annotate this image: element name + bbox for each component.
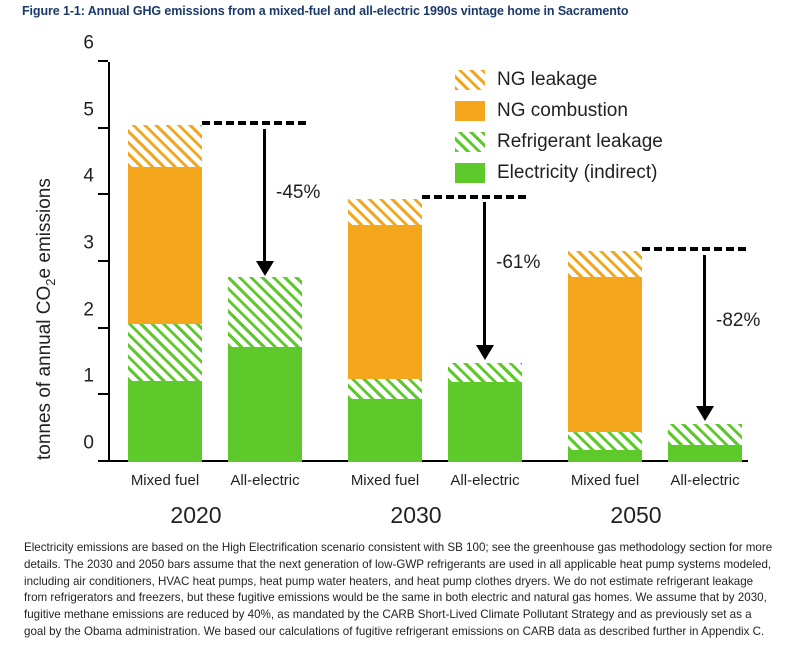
y-tick-0	[98, 460, 108, 462]
legend-label-electricity: Electricity (indirect)	[497, 161, 658, 183]
arrow-head-2050	[696, 406, 714, 421]
legend-swatch-ng-combustion-icon	[455, 101, 485, 121]
segment-ng-combustion	[568, 277, 642, 432]
group-label-2030: 2030	[390, 502, 442, 528]
segment-electricity	[568, 450, 642, 462]
y-tick-label-2: 2	[83, 299, 94, 321]
y-tick-2	[98, 327, 108, 329]
y-tick-label-4: 4	[83, 165, 94, 187]
bar-2020-all-electric	[228, 277, 302, 462]
figure-footnote: Electricity emissions are based on the High Electrification scenario consistent with SB 100; see the greenhouse gas methodology section for more details. The 2030 and 2050 bars assume that the next generation of low-GWP refrigerants are used in all applicable heat pump systems modeled, including air conditioners, HVAC heat pumps, heat pump water heaters, and heat pump clothes dryers. We do not estimate refrigerant leakage from refrigerators and freezers, but these fugitive emissions would be the same in both electric and natural gas homes. We assume that by 2030, fugitive methane emissions are reduced by 40%, as mandated by the CARB Short-Lived Climate Pollutant Strategy and as previously set as a goal by the Obama administration. We based our calculations of fugitive refrigerant emissions on CARB data as described further in Appendix C.	[24, 541, 773, 638]
y-tick-1	[98, 393, 108, 395]
legend-label-ng-combustion: NG combustion	[497, 99, 628, 121]
segment-refrigerant-leakage	[668, 424, 742, 445]
chart-area	[0, 30, 800, 530]
legend-swatch-electricity-icon	[455, 163, 485, 183]
bar-label-2020-mixed-fuel: Mixed fuel	[130, 472, 200, 489]
arrow-shaft-2020	[263, 129, 266, 262]
bar-label-2030-mixed-fuel: Mixed fuel	[350, 472, 420, 489]
comparison-line-2030	[422, 195, 526, 199]
legend-swatch-refrigerant-leakage-icon	[455, 132, 485, 152]
comparison-line-2050	[642, 247, 746, 251]
segment-electricity	[228, 347, 302, 462]
y-tick-label-3: 3	[83, 232, 94, 254]
comparison-line-2020	[202, 121, 306, 125]
arrow-head-2030	[476, 345, 494, 360]
legend-label-ng-leakage: NG leakage	[497, 68, 598, 90]
bar-label-2050-mixed-fuel: Mixed fuel	[570, 472, 640, 489]
segment-electricity	[348, 399, 422, 462]
y-axis-title-pre: tonnes of annual CO	[34, 285, 55, 460]
bar-2030-mixed-fuel	[348, 199, 422, 462]
chart-legend	[455, 64, 785, 188]
y-axis-line	[108, 62, 110, 462]
y-tick-label-5: 5	[83, 99, 94, 121]
arrow-head-2020	[256, 261, 274, 276]
segment-refrigerant-leakage	[568, 432, 642, 450]
legend-item-ng-leakage	[455, 64, 785, 95]
segment-ng-combustion	[128, 167, 202, 324]
reduction-label-2020: -45%	[276, 182, 321, 203]
segment-refrigerant-leakage	[228, 277, 302, 347]
legend-item-refrigerant-leakage	[455, 126, 785, 157]
segment-electricity	[128, 381, 202, 462]
segment-refrigerant-leakage	[348, 379, 422, 399]
segment-ng-leakage	[348, 199, 422, 226]
legend-label-refrigerant-leakage: Refrigerant leakage	[497, 130, 663, 152]
figure-title: Figure 1-1: Annual GHG emissions from a mixed-fuel and all-electric 1990s vintage home in Sacramento	[22, 4, 629, 18]
y-tick-6	[98, 60, 108, 62]
legend-swatch-ng-leakage-icon	[455, 70, 485, 90]
bar-2030-all-electric	[448, 363, 522, 462]
reduction-label-2030: -61%	[496, 252, 541, 273]
arrow-shaft-2050	[703, 255, 706, 407]
reduction-label-2050: -82%	[716, 310, 761, 331]
bar-2050-mixed-fuel	[568, 251, 642, 462]
y-axis-title-subscript: 2	[42, 278, 58, 286]
y-tick-label-6: 6	[83, 32, 94, 54]
bar-label-2020-all-electric: All-electric	[230, 472, 300, 489]
bar-2020-mixed-fuel	[128, 125, 202, 462]
group-label-2020: 2020	[170, 502, 222, 528]
bar-label-2050-all-electric: All-electric	[670, 472, 740, 489]
bar-2050-all-electric	[668, 424, 742, 462]
y-tick-label-1: 1	[83, 365, 94, 387]
segment-ng-leakage	[568, 251, 642, 276]
group-label-2050: 2050	[610, 502, 662, 528]
segment-electricity	[448, 382, 522, 462]
bar-label-2030-all-electric: All-electric	[450, 472, 520, 489]
segment-refrigerant-leakage	[448, 363, 522, 382]
legend-item-electricity	[455, 157, 785, 188]
y-axis-title-post: e emissions	[34, 178, 55, 279]
y-tick-label-0: 0	[83, 432, 94, 454]
y-tick-3	[98, 260, 108, 262]
y-tick-5	[98, 127, 108, 129]
arrow-shaft-2030	[483, 202, 486, 346]
legend-item-ng-combustion	[455, 95, 785, 126]
segment-ng-combustion	[348, 225, 422, 378]
y-tick-4	[98, 193, 108, 195]
segment-ng-leakage	[128, 125, 202, 167]
y-axis-title	[34, 178, 58, 460]
segment-refrigerant-leakage	[128, 324, 202, 381]
x-axis-line	[108, 460, 748, 462]
segment-electricity	[668, 445, 742, 462]
